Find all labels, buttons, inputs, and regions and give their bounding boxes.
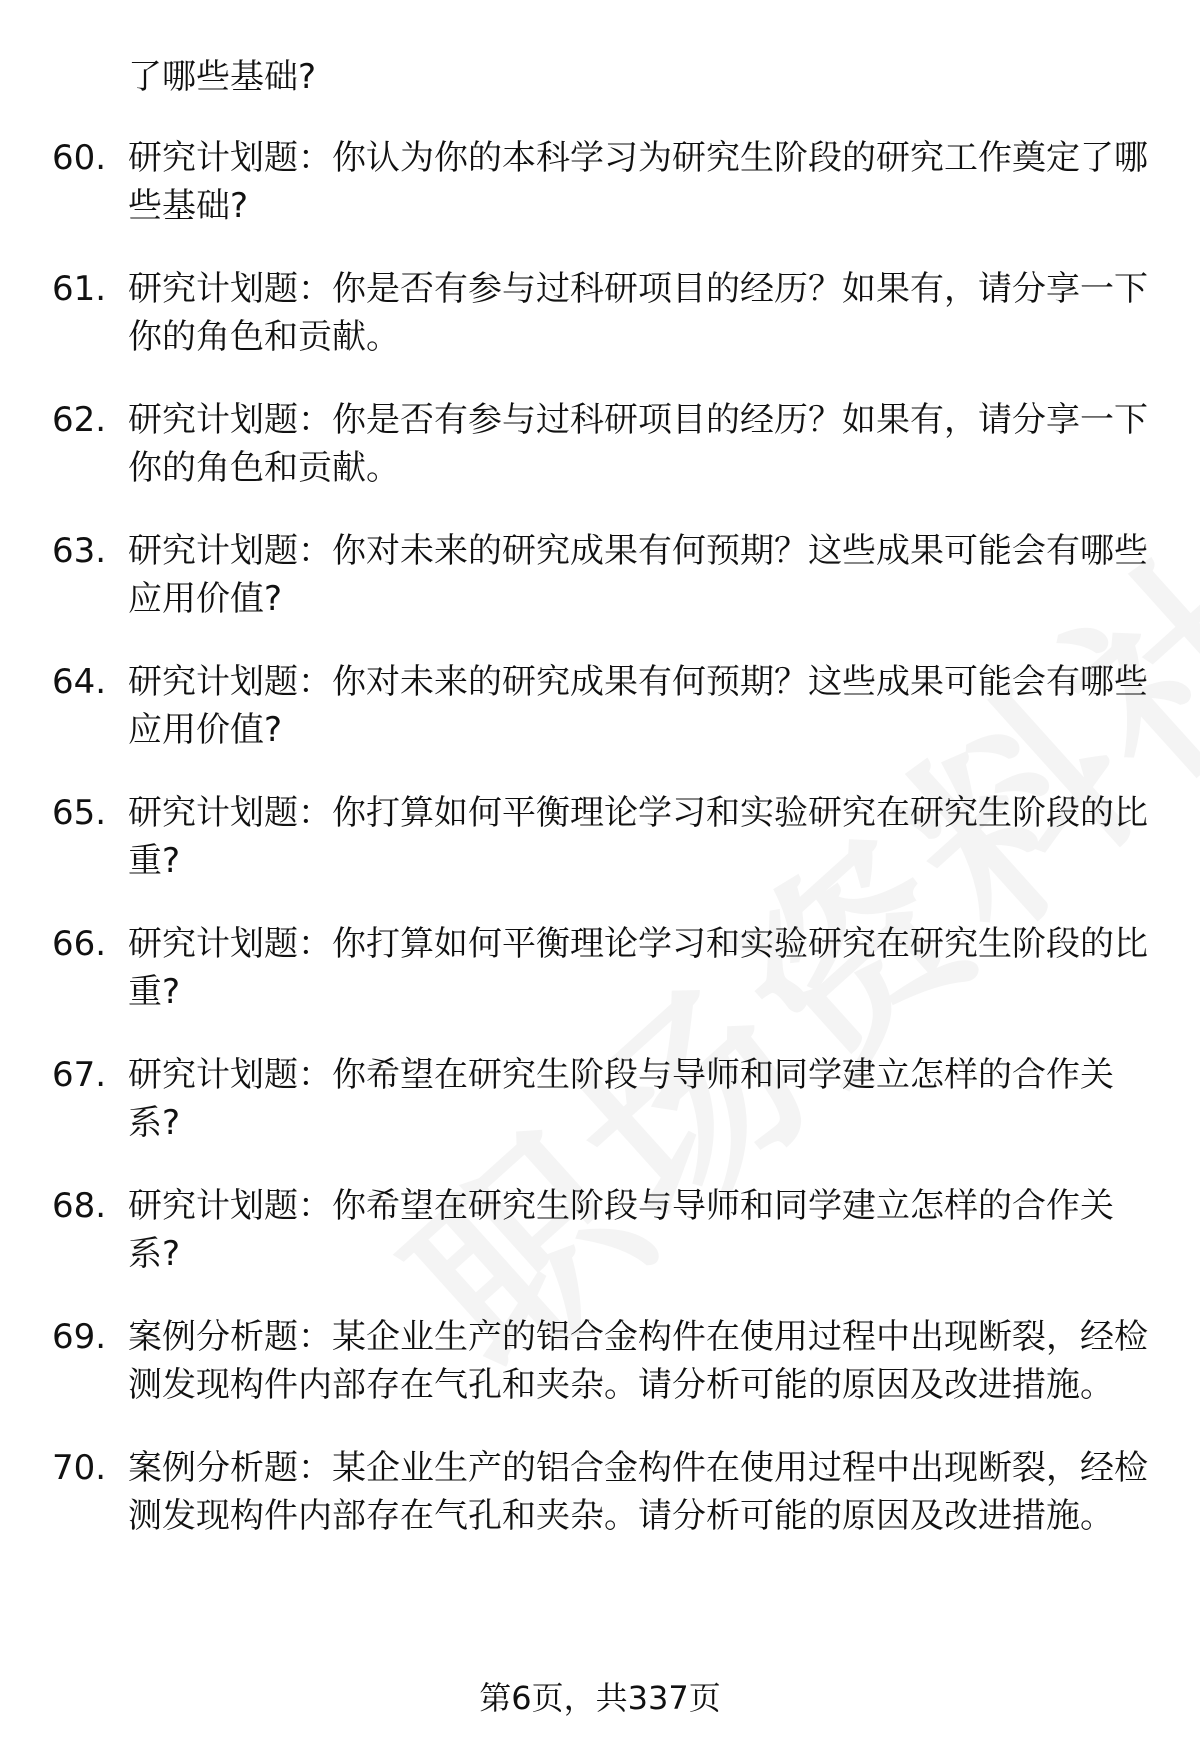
question-item xyxy=(52,920,1152,1016)
question-text: 研究计划题：你打算如何平衡理论学习和实验研究在研究生阶段的比重? xyxy=(128,924,1148,1012)
question-item xyxy=(52,1051,1152,1147)
page-footer: 第6页，共337页 xyxy=(479,1679,721,1717)
question-text: 研究计划题：你认为你的本科学习为研究生阶段的研究工作奠定了哪些基础? xyxy=(128,138,1148,226)
question-item xyxy=(52,265,1152,361)
question-text: 研究计划题：你希望在研究生阶段与导师和同学建立怎样的合作关系? xyxy=(128,1055,1114,1143)
question-item xyxy=(52,396,1152,492)
question-item xyxy=(52,527,1152,623)
question-number: 62. xyxy=(52,400,107,440)
question-text: 研究计划题：你是否有参与过科研项目的经历？如果有，请分享一下你的角色和贡献。 xyxy=(128,269,1148,357)
question-item xyxy=(52,1313,1152,1409)
question-item xyxy=(52,1444,1152,1540)
question-number: 70. xyxy=(52,1448,107,1488)
question-text: 案例分析题：某企业生产的铝合金构件在使用过程中出现断裂，经检测发现构件内部存在气孔和夹杂。请分析可能的原因及改进措施。 xyxy=(128,1448,1148,1536)
question-text: 案例分析题：某企业生产的铝合金构件在使用过程中出现断裂，经检测发现构件内部存在气孔和夹杂。请分析可能的原因及改进措施。 xyxy=(128,1317,1148,1405)
question-item xyxy=(52,1182,1152,1278)
question-item xyxy=(52,134,1152,230)
question-number: 66. xyxy=(52,924,107,964)
question-number: 60. xyxy=(52,138,107,178)
question-number: 64. xyxy=(52,662,107,702)
question-number: 65. xyxy=(52,793,107,833)
question-number: 67. xyxy=(52,1055,107,1095)
question-text: 研究计划题：你希望在研究生阶段与导师和同学建立怎样的合作关系? xyxy=(128,1186,1114,1274)
question-number: 63. xyxy=(52,531,107,571)
question-number: 68. xyxy=(52,1186,107,1226)
question-text: 研究计划题：你对未来的研究成果有何预期？这些成果可能会有哪些应用价值? xyxy=(128,662,1148,750)
question-item xyxy=(52,789,1152,885)
question-list xyxy=(52,134,1152,1575)
question-text: 研究计划题：你打算如何平衡理论学习和实验研究在研究生阶段的比重? xyxy=(128,793,1148,881)
question-number: 69. xyxy=(52,1317,107,1357)
continued-question-text: 了哪些基础? xyxy=(128,57,317,97)
question-text: 研究计划题：你对未来的研究成果有何预期？这些成果可能会有哪些应用价值? xyxy=(128,531,1148,619)
question-item xyxy=(52,658,1152,754)
question-number: 61. xyxy=(52,269,107,309)
question-text: 研究计划题：你是否有参与过科研项目的经历？如果有，请分享一下你的角色和贡献。 xyxy=(128,400,1148,488)
